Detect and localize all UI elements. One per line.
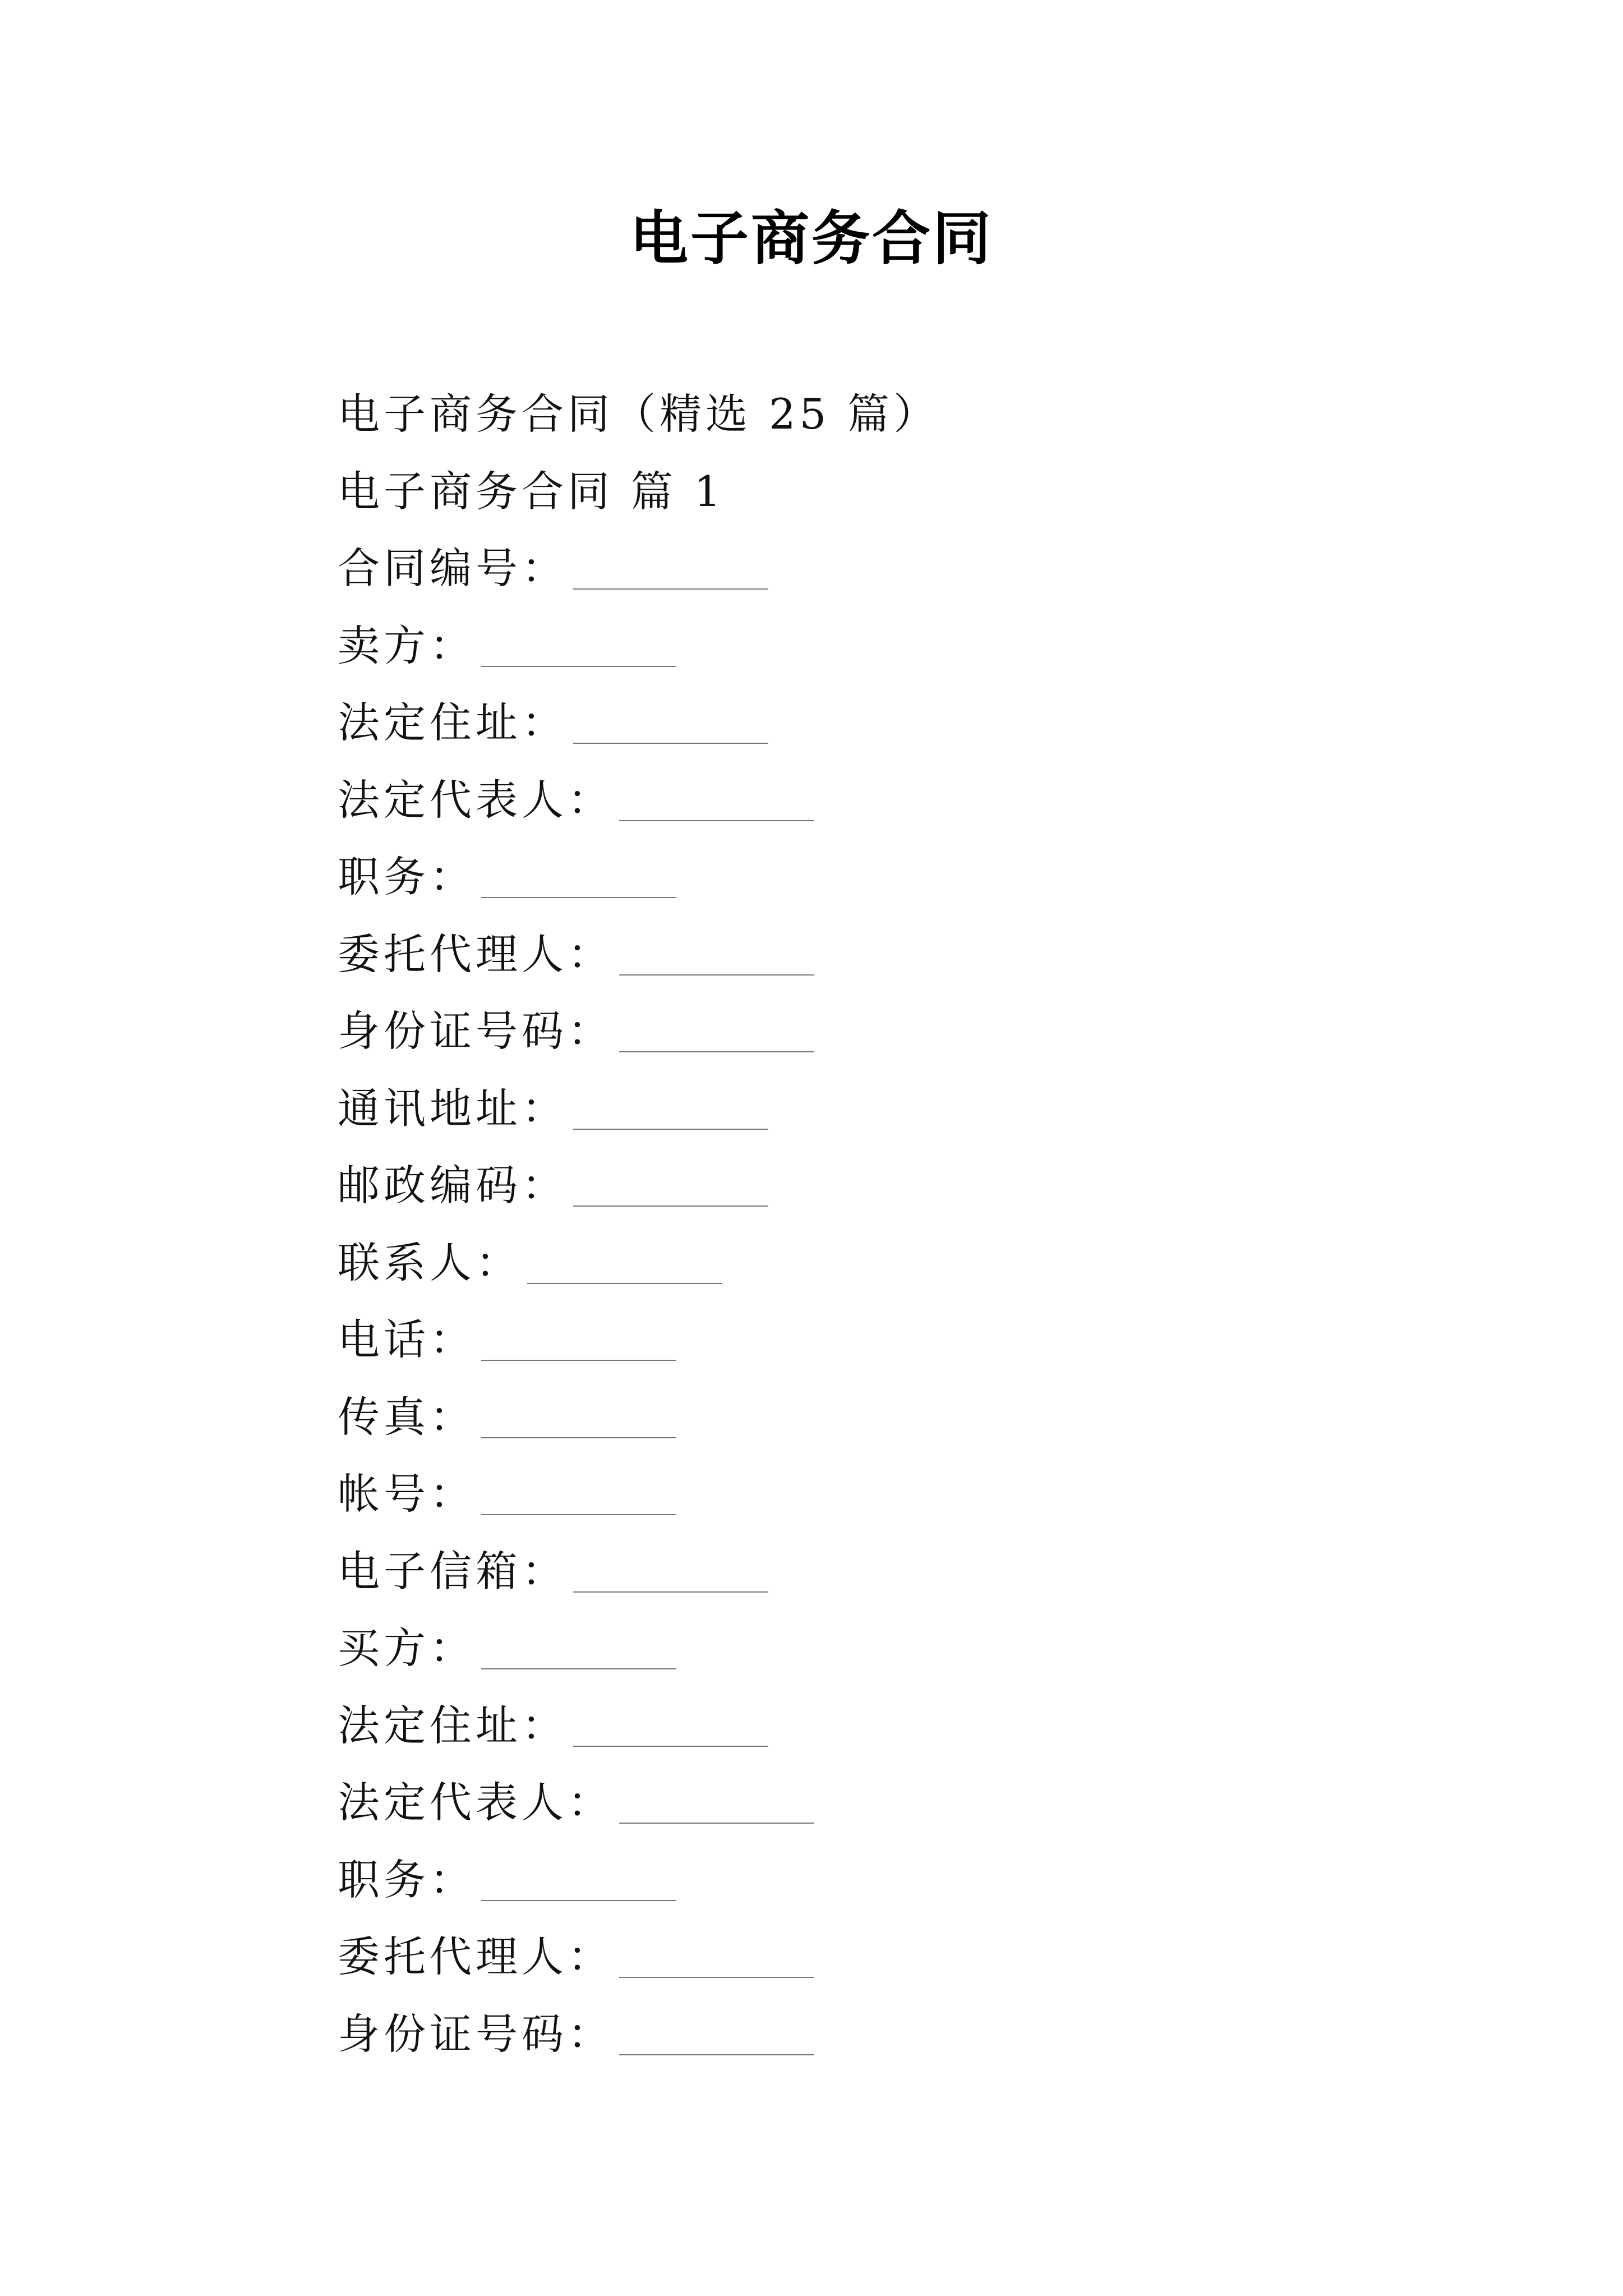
field-label: 法定代表人： <box>338 1778 614 1827</box>
fill-in-blank <box>619 974 814 976</box>
fill-in-blank <box>573 1746 768 1747</box>
form-field-account <box>338 1456 1459 1533</box>
section-heading: 电子商务合同 篇 1 <box>338 466 725 516</box>
form-field-buyer-position <box>338 1842 1459 1919</box>
fill-in-blank <box>481 1437 676 1438</box>
form-field-buyer-id-number <box>338 1996 1459 2073</box>
field-label: 身份证号码： <box>338 2009 614 2059</box>
fill-in-blank <box>481 1514 676 1515</box>
fill-in-blank <box>573 1205 768 1207</box>
form-field-buyer <box>338 1610 1459 1687</box>
fill-in-blank <box>481 1668 676 1669</box>
fill-in-blank <box>481 1360 676 1361</box>
form-field-buyer-legal-rep <box>338 1764 1459 1842</box>
field-label: 法定代表人： <box>338 775 614 825</box>
form-field-fax <box>338 1379 1459 1456</box>
fill-in-blank <box>619 1051 814 1052</box>
field-label: 法定住址： <box>338 698 568 747</box>
collection-heading: 电子商务合同（精选 25 篇） <box>338 389 940 439</box>
form-field-contract-number <box>338 530 1459 608</box>
field-label: 邮政编码： <box>338 1161 568 1210</box>
field-label: 职务： <box>338 1855 476 1904</box>
fill-in-blank <box>619 1823 814 1824</box>
fill-in-blank <box>527 1283 722 1284</box>
document-title: 电子商务合同 <box>629 204 993 273</box>
form-field-postal-code <box>338 1147 1459 1225</box>
form-field-seller-address <box>338 684 1459 762</box>
document-body <box>338 376 1459 2073</box>
field-label: 职务： <box>338 852 476 901</box>
field-label: 法定住址： <box>338 1700 568 1750</box>
fill-in-blank <box>573 1129 768 1130</box>
field-label: 买方： <box>338 1623 476 1673</box>
field-label: 委托代理人： <box>338 1932 614 1981</box>
field-label: 通讯地址： <box>338 1083 568 1133</box>
form-field-mailing-address <box>338 1070 1459 1148</box>
form-field-seller-legal-rep <box>338 762 1459 839</box>
form-field-contact-person <box>338 1225 1459 1302</box>
fill-in-blank <box>573 588 768 590</box>
form-field-seller-id-number <box>338 993 1459 1070</box>
field-label: 委托代理人： <box>338 929 614 979</box>
fill-in-blank <box>619 820 814 821</box>
field-label: 身份证号码： <box>338 1006 614 1056</box>
field-label: 电子信箱： <box>338 1546 568 1596</box>
fill-in-blank <box>619 1977 814 1978</box>
fill-in-blank <box>619 2054 814 2055</box>
fill-in-blank <box>481 897 676 898</box>
form-field-seller <box>338 608 1459 685</box>
field-label: 电话： <box>338 1315 476 1364</box>
form-field-phone <box>338 1301 1459 1379</box>
field-label: 卖方： <box>338 620 476 670</box>
form-field-buyer-agent <box>338 1918 1459 1996</box>
form-field-seller-position <box>338 839 1459 916</box>
fill-in-blank <box>573 743 768 744</box>
field-label: 帐号： <box>338 1469 476 1519</box>
field-label: 传真： <box>338 1392 476 1442</box>
fill-in-blank <box>481 666 676 667</box>
form-field-seller-agent <box>338 916 1459 993</box>
field-label: 联系人： <box>338 1237 522 1287</box>
fill-in-blank <box>573 1591 768 1593</box>
fill-in-blank <box>481 1900 676 1901</box>
form-field-email <box>338 1533 1459 1611</box>
form-field-buyer-address <box>338 1687 1459 1765</box>
field-label: 合同编号： <box>338 544 568 593</box>
